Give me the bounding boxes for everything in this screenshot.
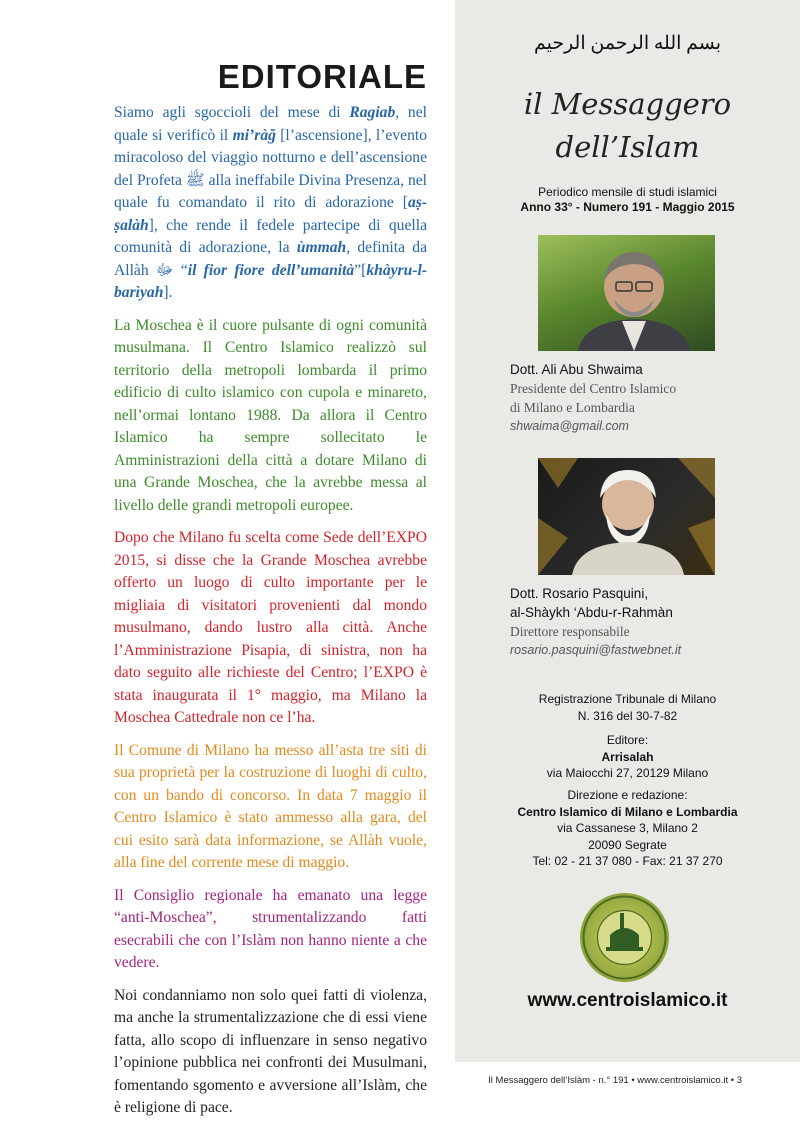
editorial-paragraph xyxy=(114,102,427,305)
author2-name-line1: Dott. Rosario Pasquini, xyxy=(510,586,649,601)
bismillah-calligraphy: بسم الله الرحمن الرحيم xyxy=(533,33,722,54)
author2-name-line2: al-Shàykh ‘Abdu-r-Rahmàn xyxy=(510,605,673,620)
editorial-paragraph xyxy=(114,885,427,975)
text-run: Noi condanniamo non solo quei fatti di violenza, ma anche la strumentalizzazione che di essi viene fatta, allo scopo di influenzare in senso negativo l’opinione pubblica nei confronti dei Musulmani, fomentando sgomento e avversione all’Islàm, che è religione di pace. xyxy=(114,986,427,1116)
direction-address2: 20090 Segrate xyxy=(588,837,667,852)
text-run: ], che rende il fedele partecipe di quella comunità di adorazione, la xyxy=(114,216,427,256)
editor-info xyxy=(455,732,800,782)
direction-label: Direzione e redazione: xyxy=(567,788,688,802)
periodical-description: Periodico mensile di studi islamici xyxy=(538,185,717,199)
masthead-subtitle xyxy=(455,185,800,215)
highlighted-term: il fior fiore dell’umanità xyxy=(187,261,355,279)
author2-email[interactable]: rosario.pasquini@fastwebnet.it xyxy=(510,643,682,657)
masthead-line2: dell’Islam xyxy=(555,130,700,164)
editorial-paragraph xyxy=(114,315,427,518)
text-run: Dopo che Milano fu scelta come Sede dell’EXPO 2015, si disse che la Grande Moschea avrebbe offerto un luogo di culto importante per le migliaia di visitatori provenienti dal mondo musulmano, dando lustro alla città. Anche l’Amministrazione Pisapia, di sinistra, non ha dato seguito alle richieste del Centro; l’EXPO è stata inaugurata il 1° maggio, ma Milano la Moschea Cattedrale non ce l’ha. xyxy=(114,529,427,726)
text-run: , nel quale si verificò il xyxy=(114,104,427,144)
editorial-paragraph xyxy=(114,985,427,1120)
editor-name: Arrisalah xyxy=(601,749,654,764)
author2 xyxy=(510,584,681,660)
text-run: La Moschea è il cuore pulsante di ogni comunità musulmana. Il Centro Islamico realizzò sul territorio della metropoli lombarda il primo edificio di culto islamico con cupola e minareto, nell’ormai lontano 1988. Da allora il Centro Islamico ha sempre sollecitato le Amministrazioni della città a dotare Milano di una Grande Moschea, che la avrebbe messa al livello delle grandi metropoli europee. xyxy=(114,316,427,514)
text-run: ]. xyxy=(163,284,173,301)
text-run: , definita da Allàh ﷻ “ xyxy=(114,239,427,279)
text-run: [l’ascensione], l’evento miracoloso del viaggio notturno e dell’ascensione del Profeta ﷺ alla ineffabile Divina Presenza, nel quale fu comandato il rito di adorazione [ xyxy=(114,126,427,211)
sidebar xyxy=(455,0,800,1062)
direction-address1: via Cassanese 3, Milano 2 xyxy=(557,821,698,835)
editorial-column xyxy=(114,58,427,1130)
author2-photo xyxy=(538,458,715,575)
text-run: Il Consiglio regionale ha emanato una legge “anti-Moschea”, strumentalizzando fatti esecrabili che con l’Islàm non hanno niente a che vedere. xyxy=(114,886,427,971)
author1 xyxy=(510,360,676,436)
editorial-paragraph xyxy=(114,527,427,730)
direction-phone: Tel: 02 - 21 37 080 - Fax: 21 37 270 xyxy=(532,854,723,868)
author1-role-line1: Presidente del Centro Islamico xyxy=(510,381,677,396)
masthead xyxy=(455,83,800,169)
highlighted-term: ùmmah xyxy=(296,239,347,256)
text-run: Siamo agli sgoccioli del mese di xyxy=(114,104,350,121)
registration-line2: N. 316 del 30-7-82 xyxy=(577,708,678,723)
direction-name: Centro Islamico di Milano e Lombardia xyxy=(517,804,738,819)
issue-info: Anno 33° - Numero 191 - Maggio 2015 xyxy=(520,200,735,214)
registration-line1: Registrazione Tribunale di Milano xyxy=(538,692,717,706)
masthead-line1: il Messaggero xyxy=(523,87,732,121)
author2-role: Direttore responsabile xyxy=(510,624,630,639)
highlighted-term: mi’ràğ xyxy=(232,126,276,144)
author1-name: Dott. Ali Abu Shwaima xyxy=(510,362,643,377)
editor-address: via Maiocchi 27, 20129 Milano xyxy=(546,766,709,780)
website-link[interactable]: www.centroislamico.it xyxy=(527,990,728,1011)
editorial-body xyxy=(114,102,427,1120)
author1-email[interactable]: shwaima@gmail.com xyxy=(510,419,629,433)
highlighted-term: aṣ-ṣalàh xyxy=(114,194,427,234)
text-run: ”[ xyxy=(354,261,367,279)
highlighted-term: Ragiab xyxy=(349,104,396,121)
registration-info xyxy=(455,691,800,724)
centro-islamico-logo xyxy=(580,893,669,982)
author1-photo xyxy=(538,235,715,351)
highlighted-term: khàyru-l-barìyah xyxy=(114,261,428,301)
editorial-paragraph xyxy=(114,740,427,875)
editor-label: Editore: xyxy=(606,733,649,747)
author1-role-line2: di Milano e Lombardia xyxy=(510,400,635,415)
direction-info xyxy=(455,787,800,870)
page-footer: Il Messaggero dell’Islàm - n.° 191 • www.centroislamico.it • 3 xyxy=(488,1075,742,1086)
text-run: Il Comune di Milano ha messo all’asta tre siti di sua proprietà per la costruzione di luoghi di culto, con un bando di concorso. In data 7 maggio il Centro Islamico è stato ammesso alla gara, del cui esito sarà data informazione, se Allàh vuole, alla fine del corrente mese di maggio. xyxy=(114,741,427,871)
editorial-title: EDITORIALE xyxy=(217,58,427,95)
